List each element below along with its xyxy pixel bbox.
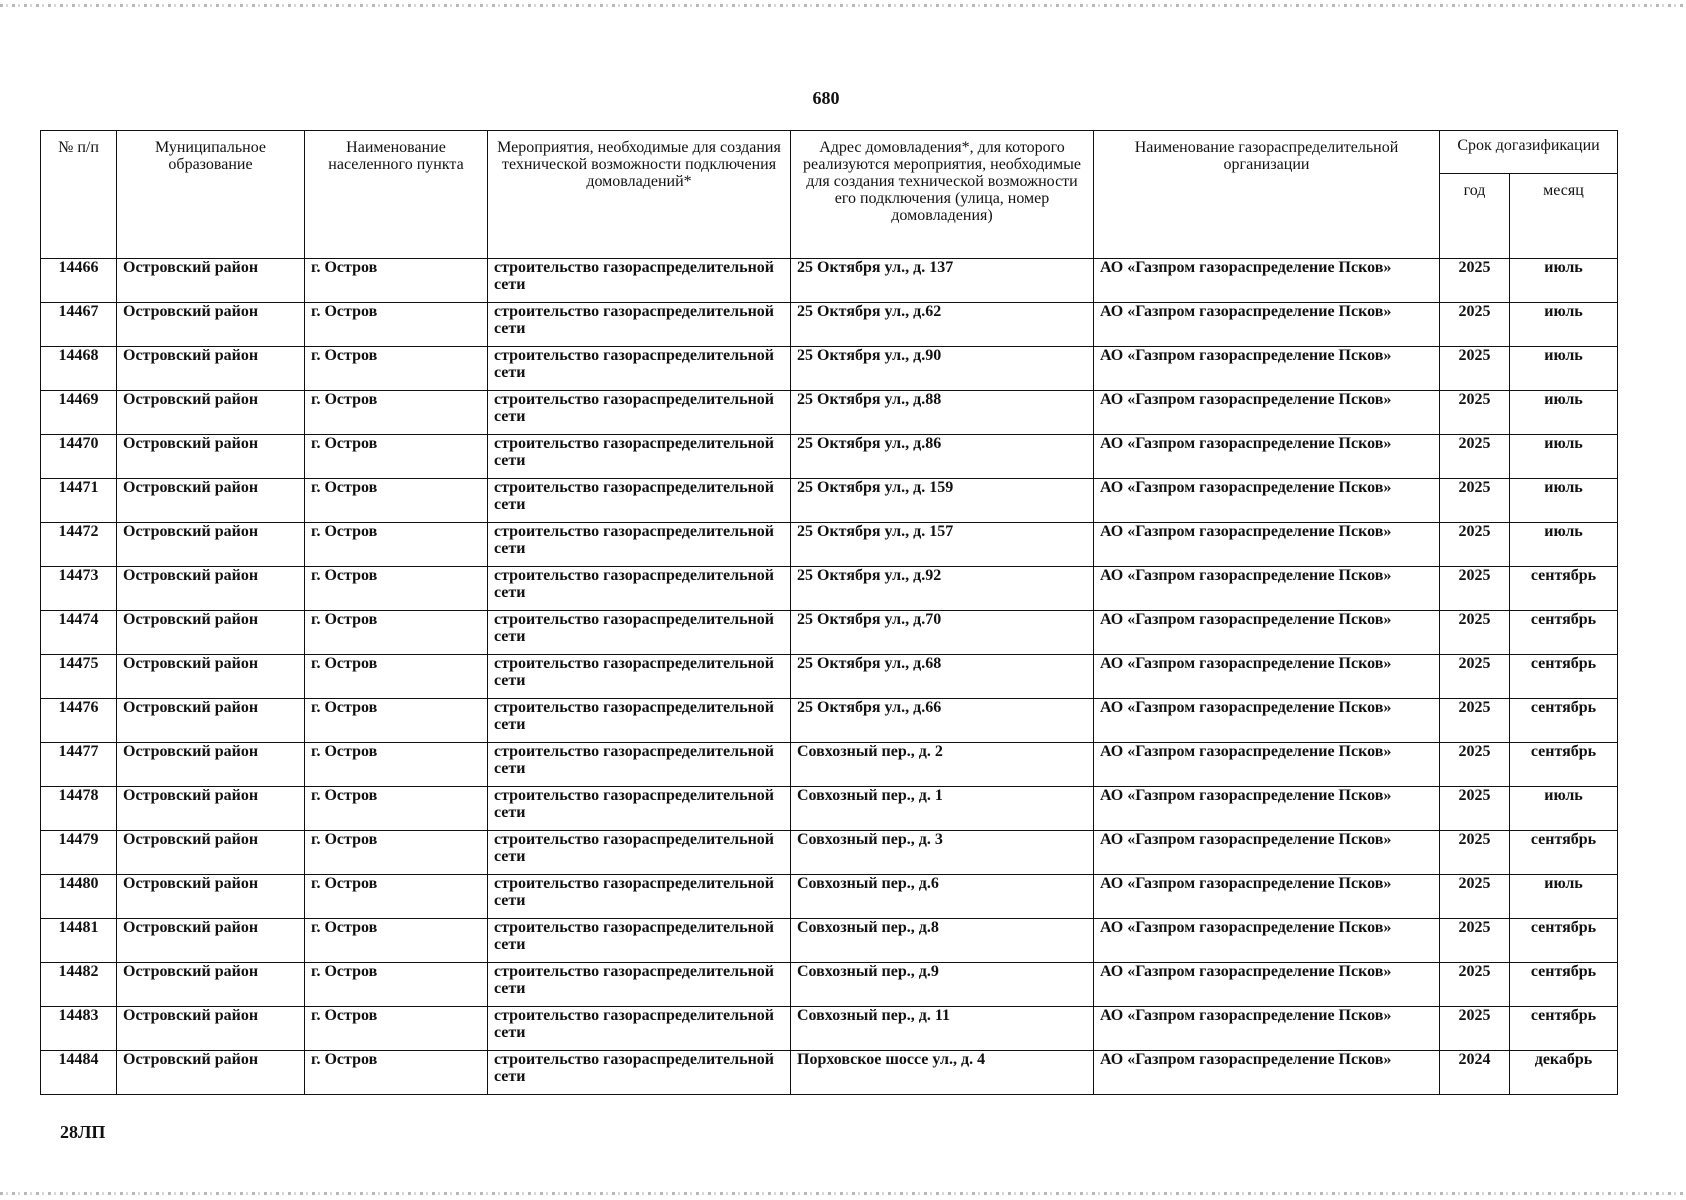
cell-organization: АО «Газпром газораспределение Псков» (1094, 919, 1440, 963)
cell-year: 2025 (1440, 611, 1510, 655)
cell-address: Совхозный пер., д.8 (791, 919, 1094, 963)
scan-edge-top (0, 4, 1686, 7)
cell-municipality: Островский район (117, 479, 305, 523)
cell-measures: строительство газораспределительной сети (488, 963, 791, 1007)
cell-year: 2025 (1440, 523, 1510, 567)
header-year: год (1440, 174, 1510, 259)
cell-settlement: г. Остров (305, 347, 488, 391)
cell-year: 2025 (1440, 655, 1510, 699)
table-row (41, 259, 1618, 303)
cell-number: 14470 (41, 435, 117, 479)
cell-organization: АО «Газпром газораспределение Псков» (1094, 1007, 1440, 1051)
table-row (41, 611, 1618, 655)
cell-municipality: Островский район (117, 347, 305, 391)
cell-number: 14476 (41, 699, 117, 743)
cell-month: июль (1510, 523, 1618, 567)
cell-municipality: Островский район (117, 787, 305, 831)
cell-municipality: Островский район (117, 875, 305, 919)
cell-organization: АО «Газпром газораспределение Псков» (1094, 875, 1440, 919)
cell-month: июль (1510, 435, 1618, 479)
cell-municipality: Островский район (117, 831, 305, 875)
cell-settlement: г. Остров (305, 743, 488, 787)
cell-month: июль (1510, 875, 1618, 919)
cell-municipality: Островский район (117, 1051, 305, 1095)
cell-measures: строительство газораспределительной сети (488, 743, 791, 787)
table-body (41, 259, 1618, 1095)
cell-address: 25 Октября ул., д.88 (791, 391, 1094, 435)
cell-address: Совхозный пер., д. 11 (791, 1007, 1094, 1051)
cell-month: сентябрь (1510, 611, 1618, 655)
cell-year: 2025 (1440, 347, 1510, 391)
header-settlement: Наименование населенного пункта (305, 131, 488, 259)
cell-municipality: Островский район (117, 611, 305, 655)
cell-address: 25 Октября ул., д. 159 (791, 479, 1094, 523)
cell-address: 25 Октября ул., д.92 (791, 567, 1094, 611)
table-row (41, 699, 1618, 743)
table-row (41, 963, 1618, 1007)
cell-number: 14475 (41, 655, 117, 699)
cell-organization: АО «Газпром газораспределение Псков» (1094, 391, 1440, 435)
cell-address: 25 Октября ул., д.62 (791, 303, 1094, 347)
cell-settlement: г. Остров (305, 963, 488, 1007)
cell-address: Совхозный пер., д. 1 (791, 787, 1094, 831)
table-row (41, 347, 1618, 391)
cell-settlement: г. Остров (305, 435, 488, 479)
table-row (41, 1051, 1618, 1095)
cell-month: сентябрь (1510, 699, 1618, 743)
cell-settlement: г. Остров (305, 787, 488, 831)
cell-organization: АО «Газпром газораспределение Псков» (1094, 347, 1440, 391)
cell-organization: АО «Газпром газораспределение Псков» (1094, 479, 1440, 523)
footer-code: 28ЛП (60, 1122, 106, 1142)
cell-measures: строительство газораспределительной сети (488, 655, 791, 699)
table-row (41, 1007, 1618, 1051)
cell-month: сентябрь (1510, 919, 1618, 963)
cell-number: 14484 (41, 1051, 117, 1095)
cell-organization: АО «Газпром газораспределение Псков» (1094, 963, 1440, 1007)
cell-organization: АО «Газпром газораспределение Псков» (1094, 435, 1440, 479)
cell-year: 2025 (1440, 875, 1510, 919)
header-address: Адрес домовладения*, для которого реализуются мероприятия, необходимые для создания технической возможности его подключения (улица, номер домовладения) (791, 131, 1094, 259)
cell-month: июль (1510, 259, 1618, 303)
cell-measures: строительство газораспределительной сети (488, 611, 791, 655)
cell-settlement: г. Остров (305, 1007, 488, 1051)
cell-number: 14473 (41, 567, 117, 611)
cell-measures: строительство газораспределительной сети (488, 479, 791, 523)
cell-measures: строительство газораспределительной сети (488, 1051, 791, 1095)
cell-organization: АО «Газпром газораспределение Псков» (1094, 1051, 1440, 1095)
header-num: № п/п (41, 131, 117, 259)
header-municipality: Муниципальное образование (117, 131, 305, 259)
header-deadline: Срок догазификации (1440, 131, 1618, 174)
cell-measures: строительство газораспределительной сети (488, 435, 791, 479)
cell-month: декабрь (1510, 1051, 1618, 1095)
cell-settlement: г. Остров (305, 1051, 488, 1095)
scan-edge-bottom (0, 1192, 1686, 1195)
cell-month: июль (1510, 787, 1618, 831)
cell-month: июль (1510, 347, 1618, 391)
cell-settlement: г. Остров (305, 611, 488, 655)
header-measures: Мероприятия, необходимые для создания технической возможности подключения домовладений* (488, 131, 791, 259)
cell-year: 2025 (1440, 1007, 1510, 1051)
cell-settlement: г. Остров (305, 655, 488, 699)
cell-municipality: Островский район (117, 963, 305, 1007)
cell-number: 14477 (41, 743, 117, 787)
cell-municipality: Островский район (117, 567, 305, 611)
cell-measures: строительство газораспределительной сети (488, 391, 791, 435)
cell-settlement: г. Остров (305, 523, 488, 567)
cell-number: 14468 (41, 347, 117, 391)
cell-settlement: г. Остров (305, 567, 488, 611)
table-row (41, 303, 1618, 347)
cell-settlement: г. Остров (305, 919, 488, 963)
cell-organization: АО «Газпром газораспределение Псков» (1094, 303, 1440, 347)
cell-month: сентябрь (1510, 743, 1618, 787)
cell-number: 14481 (41, 919, 117, 963)
table-row (41, 567, 1618, 611)
table-row (41, 743, 1618, 787)
cell-number: 14480 (41, 875, 117, 919)
cell-address: Совхозный пер., д. 2 (791, 743, 1094, 787)
cell-municipality: Островский район (117, 1007, 305, 1051)
cell-year: 2025 (1440, 787, 1510, 831)
cell-number: 14466 (41, 259, 117, 303)
cell-municipality: Островский район (117, 303, 305, 347)
cell-municipality: Островский район (117, 699, 305, 743)
cell-number: 14483 (41, 1007, 117, 1051)
cell-month: июль (1510, 391, 1618, 435)
cell-address: Совхозный пер., д. 3 (791, 831, 1094, 875)
cell-address: 25 Октября ул., д. 157 (791, 523, 1094, 567)
table-row (41, 479, 1618, 523)
cell-municipality: Островский район (117, 259, 305, 303)
table-row (41, 523, 1618, 567)
cell-month: июль (1510, 479, 1618, 523)
cell-number: 14479 (41, 831, 117, 875)
cell-year: 2025 (1440, 479, 1510, 523)
cell-measures: строительство газораспределительной сети (488, 831, 791, 875)
cell-measures: строительство газораспределительной сети (488, 699, 791, 743)
cell-year: 2025 (1440, 259, 1510, 303)
cell-address: Совхозный пер., д.6 (791, 875, 1094, 919)
cell-year: 2025 (1440, 303, 1510, 347)
cell-settlement: г. Остров (305, 259, 488, 303)
cell-municipality: Островский район (117, 919, 305, 963)
cell-measures: строительство газораспределительной сети (488, 919, 791, 963)
cell-address: 25 Октября ул., д.70 (791, 611, 1094, 655)
cell-settlement: г. Остров (305, 831, 488, 875)
header-month: месяц (1510, 174, 1618, 259)
cell-organization: АО «Газпром газораспределение Псков» (1094, 611, 1440, 655)
cell-address: 25 Октября ул., д.90 (791, 347, 1094, 391)
cell-measures: строительство газораспределительной сети (488, 259, 791, 303)
cell-municipality: Островский район (117, 391, 305, 435)
cell-organization: АО «Газпром газораспределение Псков» (1094, 743, 1440, 787)
cell-year: 2025 (1440, 391, 1510, 435)
cell-municipality: Островский район (117, 523, 305, 567)
cell-address: 25 Октября ул., д.66 (791, 699, 1094, 743)
cell-settlement: г. Остров (305, 303, 488, 347)
cell-number: 14472 (41, 523, 117, 567)
cell-month: сентябрь (1510, 831, 1618, 875)
table-header (41, 131, 1618, 259)
table-row (41, 391, 1618, 435)
cell-settlement: г. Остров (305, 875, 488, 919)
cell-municipality: Островский район (117, 743, 305, 787)
cell-municipality: Островский район (117, 655, 305, 699)
table-row (41, 831, 1618, 875)
cell-organization: АО «Газпром газораспределение Псков» (1094, 655, 1440, 699)
cell-measures: строительство газораспределительной сети (488, 347, 791, 391)
cell-year: 2025 (1440, 435, 1510, 479)
cell-address: 25 Октября ул., д.86 (791, 435, 1094, 479)
cell-month: сентябрь (1510, 963, 1618, 1007)
cell-measures: строительство газораспределительной сети (488, 567, 791, 611)
cell-number: 14469 (41, 391, 117, 435)
cell-municipality: Островский район (117, 435, 305, 479)
cell-organization: АО «Газпром газораспределение Псков» (1094, 259, 1440, 303)
cell-measures: строительство газораспределительной сети (488, 1007, 791, 1051)
cell-month: сентябрь (1510, 655, 1618, 699)
cell-number: 14467 (41, 303, 117, 347)
cell-number: 14474 (41, 611, 117, 655)
table-row (41, 655, 1618, 699)
cell-year: 2025 (1440, 963, 1510, 1007)
cell-address: 25 Октября ул., д.68 (791, 655, 1094, 699)
table-row (41, 875, 1618, 919)
cell-organization: АО «Газпром газораспределение Псков» (1094, 787, 1440, 831)
cell-address: Совхозный пер., д.9 (791, 963, 1094, 1007)
cell-organization: АО «Газпром газораспределение Псков» (1094, 523, 1440, 567)
cell-settlement: г. Остров (305, 391, 488, 435)
cell-settlement: г. Остров (305, 479, 488, 523)
page-number: 680 (812, 88, 840, 108)
cell-month: июль (1510, 303, 1618, 347)
cell-organization: АО «Газпром газораспределение Псков» (1094, 831, 1440, 875)
cell-number: 14482 (41, 963, 117, 1007)
cell-organization: АО «Газпром газораспределение Псков» (1094, 567, 1440, 611)
cell-year: 2025 (1440, 743, 1510, 787)
cell-year: 2025 (1440, 919, 1510, 963)
header-organization: Наименование газораспределительной организации (1094, 131, 1440, 259)
cell-month: сентябрь (1510, 1007, 1618, 1051)
cell-measures: строительство газораспределительной сети (488, 787, 791, 831)
table-row (41, 787, 1618, 831)
cell-year: 2025 (1440, 567, 1510, 611)
cell-year: 2024 (1440, 1051, 1510, 1095)
cell-address: Порховское шоссе ул., д. 4 (791, 1051, 1094, 1095)
gasification-table (40, 130, 1618, 1095)
cell-month: сентябрь (1510, 567, 1618, 611)
cell-address: 25 Октября ул., д. 137 (791, 259, 1094, 303)
cell-measures: строительство газораспределительной сети (488, 303, 791, 347)
cell-settlement: г. Остров (305, 699, 488, 743)
cell-measures: строительство газораспределительной сети (488, 523, 791, 567)
cell-number: 14471 (41, 479, 117, 523)
table-row (41, 435, 1618, 479)
table-row (41, 919, 1618, 963)
cell-year: 2025 (1440, 699, 1510, 743)
cell-number: 14478 (41, 787, 117, 831)
cell-year: 2025 (1440, 831, 1510, 875)
cell-measures: строительство газораспределительной сети (488, 875, 791, 919)
cell-organization: АО «Газпром газораспределение Псков» (1094, 699, 1440, 743)
